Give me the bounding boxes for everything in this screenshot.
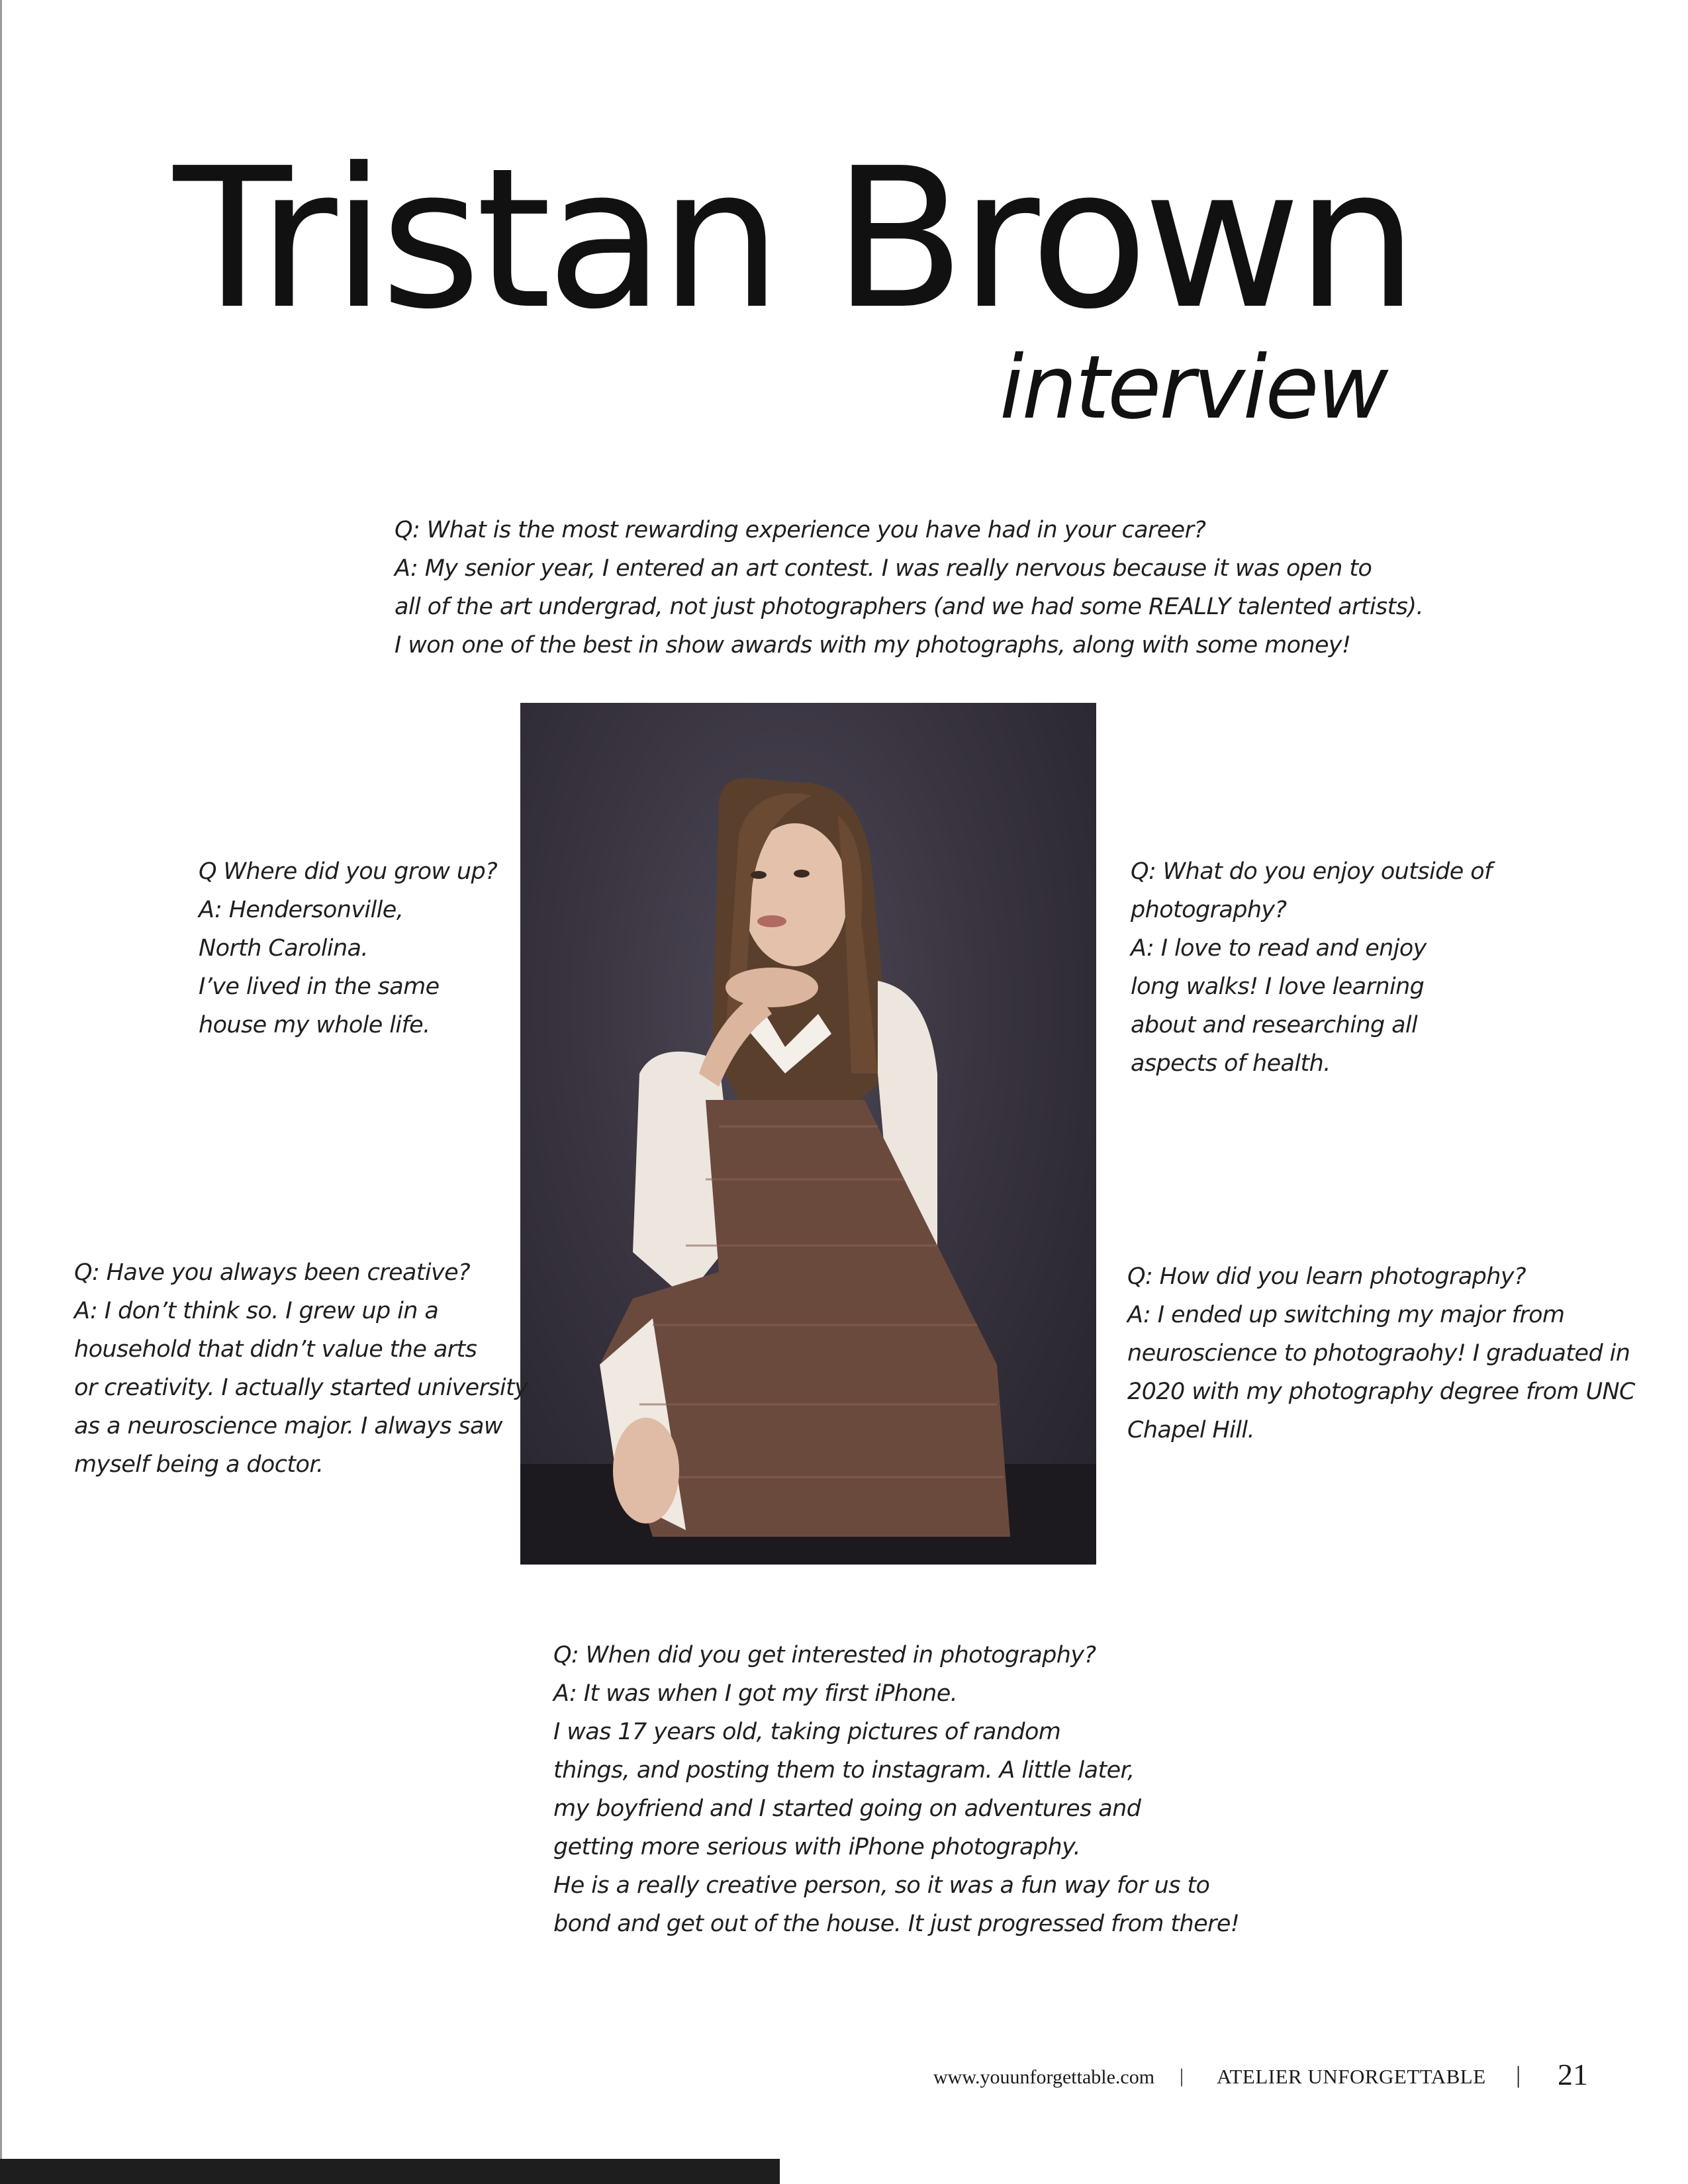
qa-grow-up (199, 852, 497, 1044)
portrait-illustration (520, 703, 1096, 1565)
left-edge-rule (0, 0, 2, 2184)
qa-line: He is a really creative person, so it was a fun way for us to (553, 1872, 1210, 1899)
qa-line: A: I ended up switching my major from (1127, 1302, 1565, 1328)
qa-line: Q: When did you get interested in photography? (553, 1642, 1096, 1668)
bottom-dark-bar (0, 2159, 780, 2184)
qa-line: neuroscience to photograohy! I graduated in (1127, 1340, 1630, 1367)
qa-line: I won one of the best in show awards with my photographs, along with some money! (395, 632, 1351, 659)
qa-line: or creativity. I actually started university (74, 1375, 528, 1401)
qa-line: Q: What do you enjoy outside of (1131, 858, 1492, 885)
qa-learn-photography (1127, 1257, 1635, 1449)
page-title: Tristan Brown (173, 126, 1413, 351)
qa-line: I’ve lived in the same (199, 974, 440, 1000)
qa-line: all of the art undergrad, not just photographers (and we had some REALLY talented artists). (395, 594, 1423, 620)
page-subtitle: interview (1000, 337, 1387, 439)
qa-line: myself being a doctor. (74, 1451, 324, 1478)
qa-line: photography? (1131, 897, 1287, 923)
qa-always-creative (74, 1253, 528, 1484)
knee (613, 1418, 679, 1524)
hand (726, 968, 818, 1007)
qa-line: Q: How did you learn photography? (1127, 1263, 1526, 1290)
qa-line: getting more serious with iPhone photography. (553, 1834, 1081, 1860)
qa-line: things, and posting them to instagram. A little later, (553, 1757, 1135, 1784)
qa-outside-photography (1131, 852, 1492, 1083)
qa-line: 2020 with my photography degree from UNC (1127, 1379, 1635, 1405)
portrait-photo (520, 703, 1096, 1565)
page-number: 21 (1558, 2058, 1588, 2091)
qa-rewarding-experience (395, 511, 1423, 664)
footer-brand: ATELIER UNFORGETTABLE (1217, 2065, 1486, 2088)
footer-separator: | (1516, 2062, 1521, 2088)
qa-line: my boyfriend and I started going on adventures and (553, 1796, 1141, 1822)
qa-when-interested (553, 1636, 1239, 1943)
qa-line: Q: What is the most rewarding experience you have had in your career? (395, 517, 1206, 543)
qa-line: house my whole life. (199, 1012, 430, 1038)
qa-line: I was 17 years old, taking pictures of random (553, 1719, 1061, 1745)
qa-line: Chapel Hill. (1127, 1417, 1255, 1443)
footer-url[interactable]: www.youunforgettable.com (933, 2066, 1155, 2088)
qa-line: Q: Have you always been creative? (74, 1259, 471, 1286)
right-eye (794, 870, 810, 878)
left-eye (751, 871, 767, 879)
qa-line: A: It was when I got my first iPhone. (553, 1680, 958, 1707)
qa-line: household that didn’t value the arts (74, 1336, 477, 1363)
qa-line: A: My senior year, I entered an art contest. I was really nervous because it was open to (395, 555, 1372, 582)
qa-line: A: I don’t think so. I grew up in a (74, 1298, 439, 1324)
qa-line: as a neuroscience major. I always saw (74, 1413, 502, 1439)
qa-line: long walks! I love learning (1131, 974, 1425, 1000)
qa-line: aspects of health. (1131, 1050, 1331, 1077)
lips (757, 915, 786, 927)
qa-line: A: Hendersonville, (199, 897, 404, 923)
qa-line: North Carolina. (199, 935, 368, 962)
qa-line: about and researching all (1131, 1012, 1418, 1038)
footer-separator: | (1180, 2065, 1184, 2087)
qa-line: Q Where did you grow up? (199, 858, 498, 885)
qa-line: A: I love to read and enjoy (1131, 935, 1427, 962)
qa-line: bond and get out of the house. It just progressed from there! (553, 1911, 1240, 1937)
